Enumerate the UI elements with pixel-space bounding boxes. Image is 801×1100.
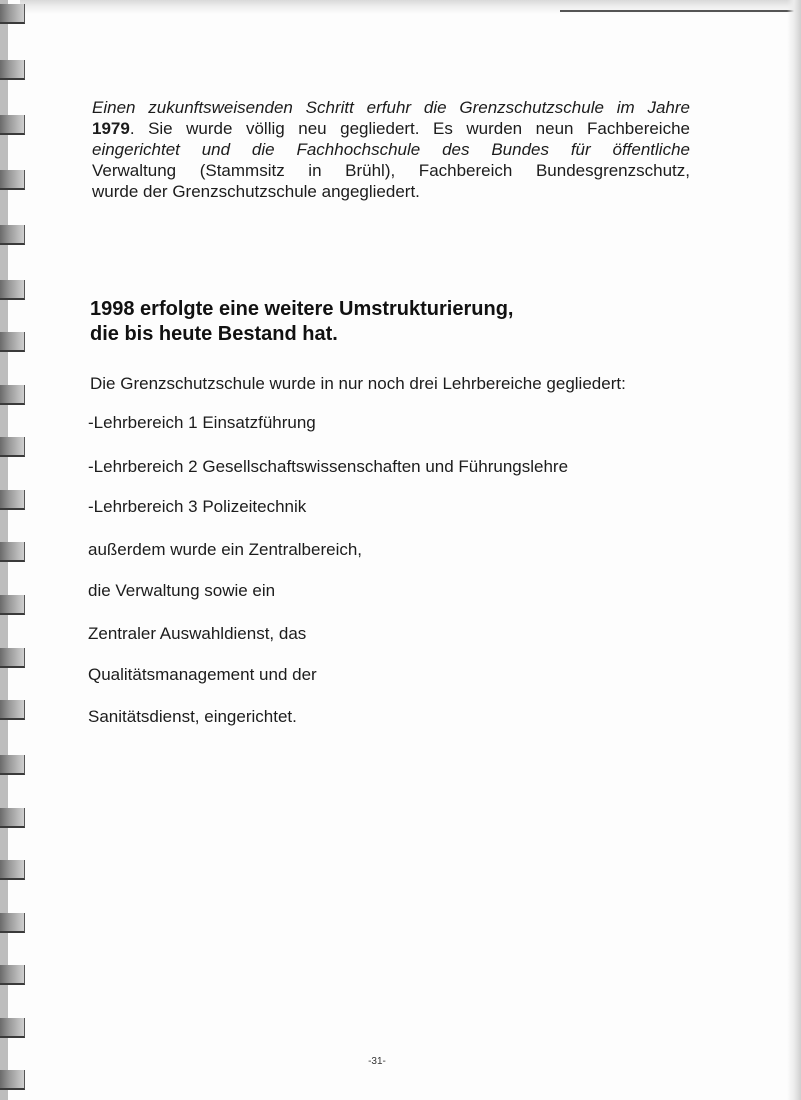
body-line: Zentraler Auswahldienst, das xyxy=(88,624,307,643)
body-line: außerdem wurde ein Zentralbereich, xyxy=(88,540,363,559)
binding-tooth xyxy=(0,60,25,80)
heading-line-2: die bis heute Bestand hat. xyxy=(90,323,338,345)
binding-tooth xyxy=(0,115,25,135)
intro-line-1: Einen zukunftsweisenden Schritt erfuhr die Grenzschutzschule im Jahre xyxy=(92,98,690,117)
binding-tooth xyxy=(0,860,25,880)
body-line: Die Grenzschutzschule wurde in nur noch drei Lehrbereiche gegliedert: xyxy=(90,374,626,393)
binding-tooth xyxy=(0,648,25,668)
page-number: -31- xyxy=(368,1056,386,1067)
binding-tooth xyxy=(0,1070,25,1090)
binding-tooth xyxy=(0,385,25,405)
scan-top-line xyxy=(560,10,801,12)
binding-tooth xyxy=(0,965,25,985)
comb-binding xyxy=(0,0,30,1100)
binding-tooth xyxy=(0,700,25,720)
binding-tooth xyxy=(0,4,25,24)
intro-line-2-text: . Sie wurde völlig neu gegliedert. Es wurden neun Fachbereiche xyxy=(129,119,690,138)
binding-tooth xyxy=(0,332,25,352)
intro-line-2 xyxy=(92,118,690,139)
body-line: -Lehrbereich 1 Einsatzführung xyxy=(88,413,316,432)
body-line: Qualitätsmanagement und der xyxy=(88,665,317,684)
body-line: Sanitätsdienst, eingerichtet. xyxy=(88,707,297,726)
binding-tooth xyxy=(0,595,25,615)
section-heading xyxy=(90,297,610,347)
binding-tooth xyxy=(0,913,25,933)
intro-line-4: Verwaltung (Stammsitz in Brühl), Fachbereich Bundesgrenzschutz, xyxy=(92,161,690,180)
body-line: -Lehrbereich 2 Gesellschaftswissenschaften und Führungslehre xyxy=(88,457,569,476)
intro-line-3: eingerichtet und die Fachhochschule des Bundes für öffentliche xyxy=(92,140,690,159)
intro-year: 1979 xyxy=(92,119,130,138)
scan-right-shadow xyxy=(787,0,801,1100)
intro-line-5: wurde der Grenzschutzschule angegliedert. xyxy=(92,182,420,201)
binding-tooth xyxy=(0,437,25,457)
binding-tooth xyxy=(0,1018,25,1038)
binding-tooth xyxy=(0,808,25,828)
binding-tooth xyxy=(0,755,25,775)
body-line: -Lehrbereich 3 Polizeitechnik xyxy=(88,497,307,516)
binding-tooth xyxy=(0,542,25,562)
binding-tooth xyxy=(0,225,25,245)
binding-tooth xyxy=(0,170,25,190)
binding-tooth xyxy=(0,280,25,300)
body-line: die Verwaltung sowie ein xyxy=(88,581,276,600)
binding-tooth xyxy=(0,490,25,510)
heading-line-1: 1998 erfolgte eine weitere Umstrukturierung, xyxy=(90,298,514,320)
intro-paragraph xyxy=(92,97,690,202)
